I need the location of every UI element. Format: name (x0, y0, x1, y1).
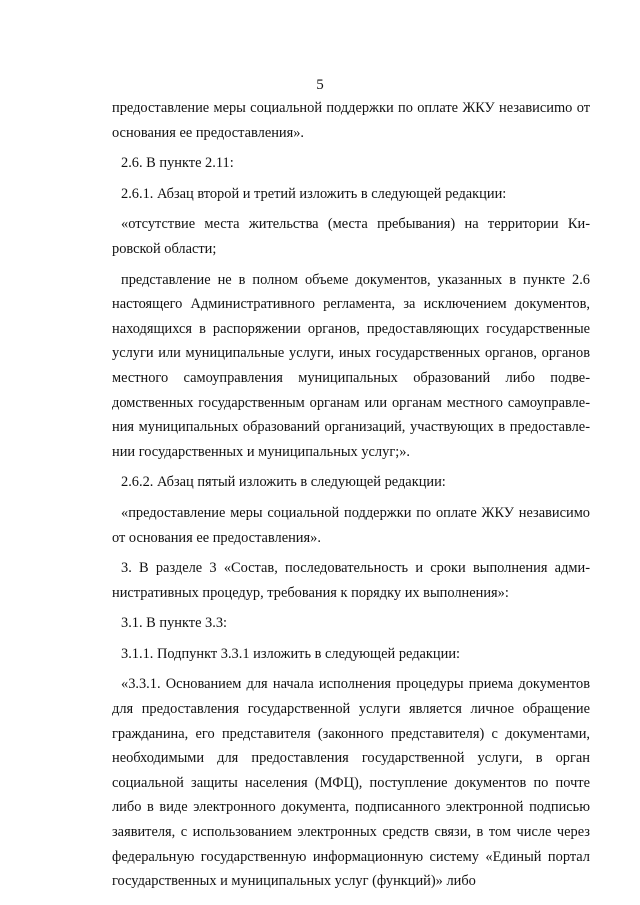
paragraph-section-3: 3. В разделе 3 «Состав, последовательность и сроки выполнения административных процедур, требования к порядку их выполнения»: (112, 560, 590, 601)
paragraph-quote-3-3-1: «3.3.1. Основанием для начала исполнения процедуры приема документов для предоставления государственной услуги является личное обращение гражданина, его представителя (законного представителя) с документами, необходимыми для предоставления государственной услуги, в орган социальной защиты населения (МФЦ), поступление документов по почте либо в виде электронного документа, подписанного электронной подписью заявителя, с использованием электронных средств связи, в том числе через федеральную государственную информационную систему «Единый портал государственных и муниципальных услуг (функций)» либо (112, 676, 590, 890)
paragraph-incomplete-documents: представление не в полном объеме документов, указанных в пункте 2.6 настоящего Административного регламента, за исключением документов, находящихся в распоряжении органов, предоставляющих государственные услуги или муниципальные услуги, иных государственных органов, органов местного самоуправления муниципальных образований либо подведомственных государственным органам или органам местного самоуправления муниципальных образований организаций, участвующих в предоставлении государственных и муниципальных услуг;». (112, 271, 590, 460)
document-body (112, 96, 590, 894)
paragraph-continuation: предоставление меры социальной поддержки по оплате ЖКУ независиmo от основания ее предоставления». (112, 100, 590, 141)
paragraph-section-3-1-1: 3.1.1. Подпункт 3.3.1 изложить в следующей редакции: (121, 645, 461, 662)
paragraph-section-2-6-2: 2.6.2. Абзац пятый изложить в следующей редакции: (121, 474, 446, 491)
page-number: 5 (316, 77, 324, 93)
paragraph-section-2-6: 2.6. В пункте 2.11: (121, 155, 234, 172)
paragraph-quote-support-measure: «предоставление меры социальной поддержки по оплате ЖКУ независимо от основания ее предоставления». (112, 504, 590, 546)
paragraph-section-2-6-1: 2.6.1. Абзац второй и третий изложить в следующей редакции: (121, 185, 507, 202)
paragraph-section-3-1: 3.1. В пункте 3.3: (121, 615, 228, 632)
paragraph-quote-residence: «отсутствие места жительства (места пребывания) на территории Кировской области; (112, 216, 590, 257)
